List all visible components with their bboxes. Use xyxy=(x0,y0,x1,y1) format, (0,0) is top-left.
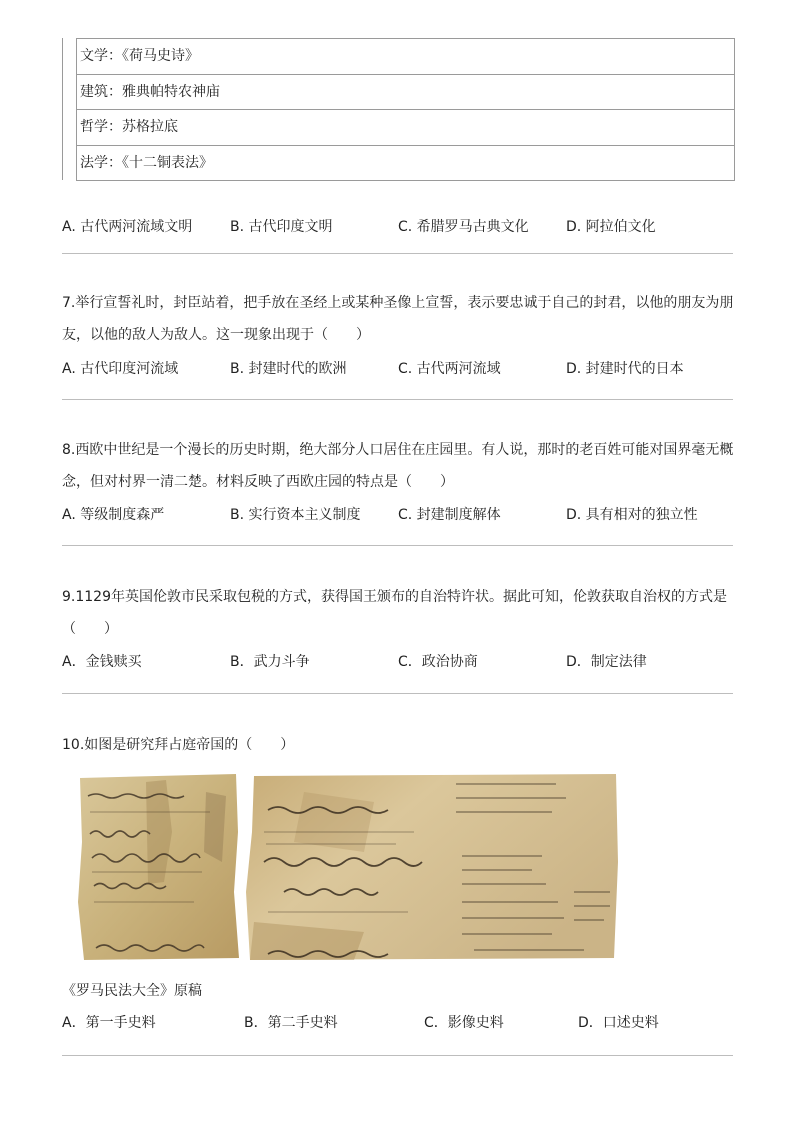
manuscript-fragment-right xyxy=(244,772,620,962)
q9-option-d[interactable]: D．制定法律 xyxy=(566,654,647,670)
q7-option-d[interactable]: D. 封建时代的日本 xyxy=(566,361,684,377)
q7-stem-line2: 友，以他的敌人为敌人。这一现象出现于（ ） xyxy=(62,327,370,343)
q9-stem-line1: 9.1129年英国伦敦市民采取包税的方式，获得国王颁布的自治特许状。据此可知，伦敦获取自治权的方式是 xyxy=(62,589,727,605)
q8-option-a[interactable]: A. 等级制度森严 xyxy=(62,507,165,523)
q10-option-a[interactable]: A．第一手史料 xyxy=(62,1015,156,1031)
q9-stem-line2: （ ） xyxy=(62,621,118,637)
q9-option-a[interactable]: A．金钱赎买 xyxy=(62,654,142,670)
divider xyxy=(62,693,733,694)
culture-table-body xyxy=(76,38,735,181)
q8-options xyxy=(62,504,742,526)
q7-options xyxy=(62,358,742,380)
q6-option-c[interactable]: C. 希腊罗马古典文化 xyxy=(398,219,529,235)
q10-option-b[interactable]: B．第二手史料 xyxy=(244,1015,338,1031)
q6-option-b[interactable]: B. 古代印度文明 xyxy=(230,219,333,235)
table-row: 建筑：雅典帕特农神庙 xyxy=(77,75,734,111)
q8-option-d[interactable]: D. 具有相对的独立性 xyxy=(566,507,698,523)
divider xyxy=(62,1055,733,1056)
q9-option-c[interactable]: C．政治协商 xyxy=(398,654,478,670)
table-row: 哲学：苏格拉底 xyxy=(77,110,734,146)
manuscript-fragment-left xyxy=(76,772,240,962)
q9-option-b[interactable]: B．武力斗争 xyxy=(230,654,310,670)
figure-caption: 《罗马民法大全》原稿 xyxy=(62,983,202,999)
q10-options xyxy=(62,1012,742,1034)
table-row: 法学：《十二铜表法》 xyxy=(80,154,213,171)
q10-option-d[interactable]: D．口述史料 xyxy=(578,1015,659,1031)
q10-stem-line1: 10.如图是研究拜占庭帝国的（ ） xyxy=(62,737,295,753)
q8-stem-line1: 8.西欧中世纪是一个漫长的历史时期，绝大部分人口居住在庄园里。有人说，那时的老百姓可能对国界毫无概 xyxy=(62,442,734,458)
q6-options xyxy=(62,216,742,238)
q6-option-d[interactable]: D. 阿拉伯文化 xyxy=(566,219,656,235)
table-row: 文学：《荷马史诗》 xyxy=(77,39,734,75)
q7-option-c[interactable]: C. 古代两河流域 xyxy=(398,361,501,377)
q8-option-c[interactable]: C. 封建制度解体 xyxy=(398,507,501,523)
q7-option-a[interactable]: A. 古代印度河流域 xyxy=(62,361,179,377)
q8-stem-line2: 念，但对村界一清二楚。材料反映了西欧庄园的特点是（ ） xyxy=(62,474,454,490)
q9-options xyxy=(62,651,742,673)
q6-option-a[interactable]: A. 古代两河流域文明 xyxy=(62,219,193,235)
divider xyxy=(62,253,733,254)
q7-stem-line1: 7.举行宣誓礼时，封臣站着，把手放在圣经上或某种圣像上宣誓，表示要忠诚于自己的封君，以他的朋友为朋 xyxy=(62,295,734,311)
q10-option-c[interactable]: C．影像史料 xyxy=(424,1015,504,1031)
divider xyxy=(62,399,733,400)
q7-option-b[interactable]: B. 封建时代的欧洲 xyxy=(230,361,347,377)
culture-table xyxy=(62,38,734,180)
q8-option-b[interactable]: B. 实行资本主义制度 xyxy=(230,507,361,523)
divider xyxy=(62,545,733,546)
